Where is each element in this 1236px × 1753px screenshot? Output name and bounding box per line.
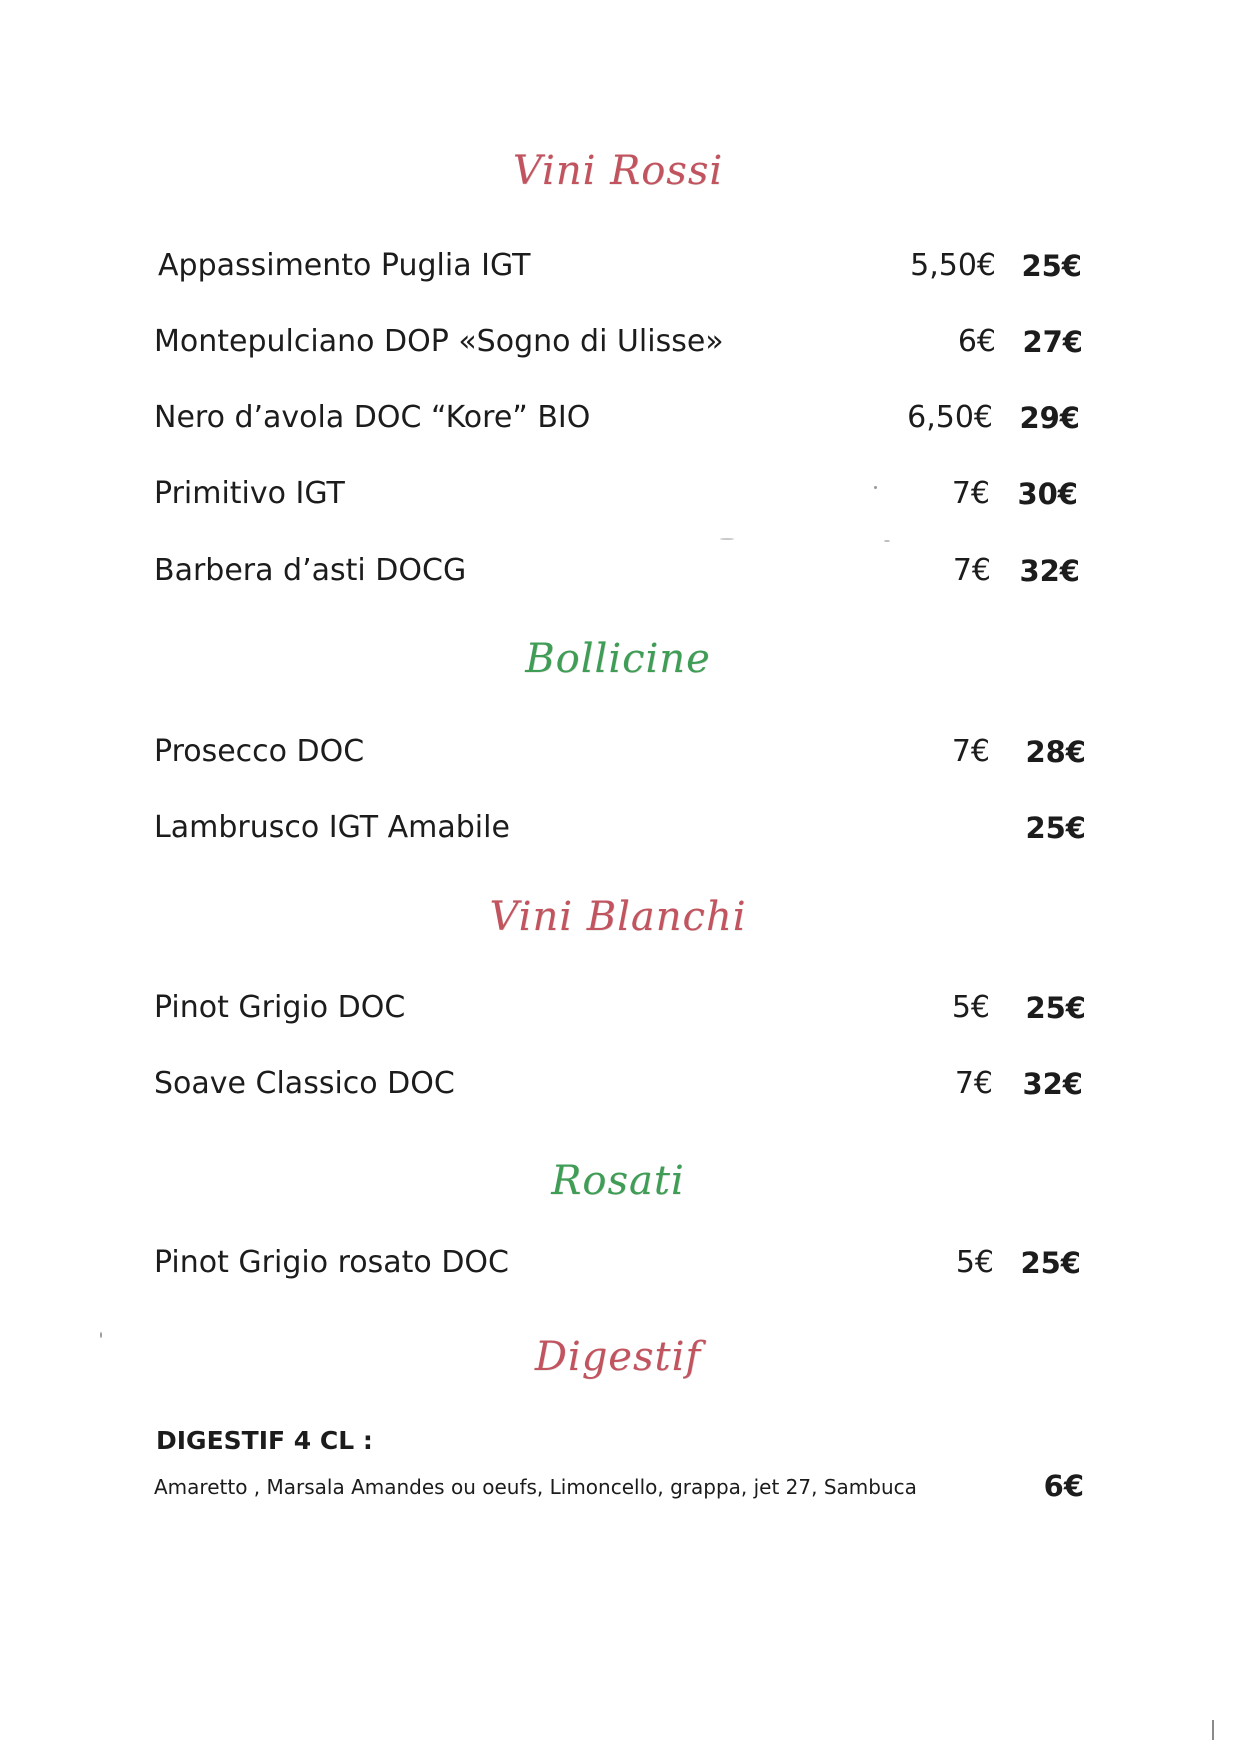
menu-item xyxy=(0,1064,1236,1104)
menu-item xyxy=(0,988,1236,1028)
digestif-price: 6€ xyxy=(1043,1469,1084,1503)
section-title-vini-rossi: Vini Rossi xyxy=(512,148,724,194)
menu-item xyxy=(0,1243,1236,1283)
menu-item xyxy=(0,474,1236,514)
glass-price: 7€ xyxy=(951,476,990,511)
menu-item xyxy=(0,732,1236,772)
section-title-rosati: Rosati xyxy=(551,1158,685,1204)
glass-price: 6€ xyxy=(957,324,996,359)
bottle-price: 25€ xyxy=(1025,991,1086,1025)
scan-speck xyxy=(720,538,734,540)
glass-price: 5,50€ xyxy=(910,248,996,283)
item-name: Prosecco DOC xyxy=(154,734,365,769)
bottle-price: 29€ xyxy=(1019,401,1080,435)
glass-price: 5€ xyxy=(951,990,990,1025)
section-title-vini-blanchi: Vini Blanchi xyxy=(489,894,747,940)
menu-item xyxy=(0,246,1236,286)
item-name: Barbera d’asti DOCG xyxy=(154,553,467,588)
digestif-list: Amaretto , Marsala Amandes ou oeufs, Limoncello, grappa, jet 27, Sambuca xyxy=(154,1475,917,1499)
menu-item xyxy=(0,398,1236,438)
bottle-price: 25€ xyxy=(1025,811,1086,845)
scan-speck xyxy=(874,486,877,489)
menu-item xyxy=(0,808,1236,848)
scan-speck xyxy=(1212,1720,1214,1740)
digestif-heading: DIGESTIF 4 CL : xyxy=(156,1426,373,1455)
menu-item xyxy=(0,322,1236,362)
scan-speck xyxy=(884,540,890,542)
glass-price: 6,50€ xyxy=(907,400,993,435)
scan-speck xyxy=(100,1332,102,1338)
bottle-price: 25€ xyxy=(1021,249,1082,283)
item-name: Nero d’avola DOC “Kore” BIO xyxy=(154,400,591,435)
item-name: Appassimento Puglia IGT xyxy=(158,248,531,283)
item-name: Pinot Grigio rosato DOC xyxy=(154,1245,509,1280)
glass-price: 7€ xyxy=(951,734,990,769)
item-name: Lambrusco IGT Amabile xyxy=(154,810,510,845)
section-title-bollicine: Bollicine xyxy=(525,636,711,682)
menu-item xyxy=(0,551,1236,591)
glass-price: 7€ xyxy=(954,1066,993,1101)
bottle-price: 25€ xyxy=(1020,1246,1081,1280)
item-name: Pinot Grigio DOC xyxy=(154,990,406,1025)
item-name: Soave Classico DOC xyxy=(154,1066,455,1101)
item-name: Montepulciano DOP «Sogno di Ulisse» xyxy=(154,324,724,359)
glass-price: 7€ xyxy=(952,553,991,588)
bottle-price: 30€ xyxy=(1017,477,1078,511)
bottle-price: 27€ xyxy=(1022,325,1083,359)
bottle-price: 28€ xyxy=(1025,735,1086,769)
section-title-digestif: Digestif xyxy=(534,1334,702,1380)
bottle-price: 32€ xyxy=(1022,1067,1083,1101)
bottle-price: 32€ xyxy=(1019,554,1080,588)
glass-price: 5€ xyxy=(955,1245,994,1280)
item-name: Primitivo IGT xyxy=(154,476,345,511)
